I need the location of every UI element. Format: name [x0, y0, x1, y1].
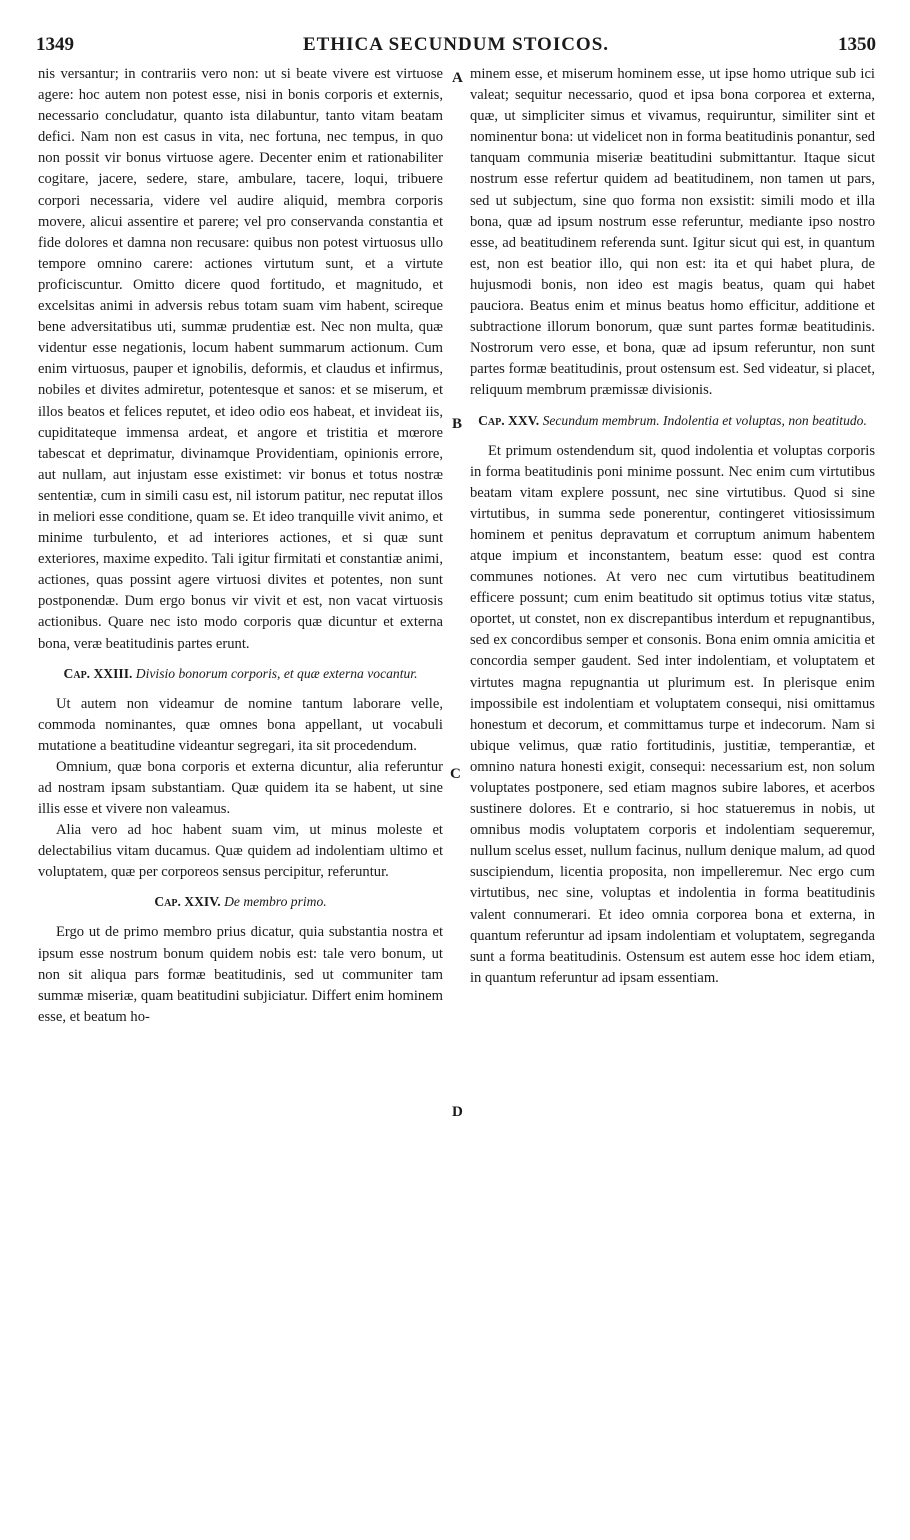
left-column	[38, 64, 443, 1028]
running-title: ETHICA SECUNDUM STOICOS.	[302, 34, 610, 55]
paragraph: Alia vero ad hoc habent suam vim, ut minus moleste et delectabilius vitam ducamus. Quæ quidem ad indolentiam ultimo et voluptatem, quæ per corporeos sensus percipitur, referuntur.	[38, 822, 443, 881]
chapter-label: Cap. XXIV.	[154, 894, 221, 910]
paragraph: minem esse, et miserum hominem esse, ut ipse homo utrique sub ici valeat; sequitur necessario, quod et ipsa bona corporea et externa, quæ, ut simpliciter simus et vivamus, requiruntur, similiter sint et nominentur bona: ut videlicet non in forma beatitudinis ponantur, sed tanquam communia miseriæ beatitudini submittantur. Itaque sicut nostrum esse refertur quidem ad beatitudinem, non tamen ut pars, sed ut subjectum, sine quo forma non exsistit: simili modo et illa bona, quæ ad ipsum nostrum esse referuntur, mediante ipso nostro esse, ad beatitudinem referenda sunt. Igitur sicut qui est, in quantum est, non est beatior illo, qui non est: ita et qui habet plura, de hujusmodi bonis, non ideo est magis beatus, quam qui habet pauciora. Beatus enim et minus beatus homo efficitur, additione et subtractione illorum bonorum, quæ sunt partes formæ beatitudinis. Nostrorum vero esse, et bona, quæ ad ipsum referuntur, non sunt partes formæ beatitudinis, prout ostensum est. Sed videatur, si placet, reliquum membrum præmissæ divisionis.	[470, 66, 875, 399]
right-column	[470, 64, 875, 989]
page-number-right: 1350	[837, 34, 876, 55]
paragraph: Omnium, quæ bona corporis et externa dicuntur, alia referuntur ad nostram ipsam substantiam. Quæ quidem ita se habent, ut sine illis esse et vivere non valeamus.	[38, 758, 443, 818]
margin-letter-d: D	[452, 1104, 463, 1120]
chapter-subtitle: Divisio bonorum corporis, et quæ externa vocantur.	[135, 665, 418, 681]
chapter-subtitle: De membro primo.	[224, 894, 327, 910]
chapter-heading	[38, 665, 443, 682]
chapter-label: Cap. XXV.	[478, 412, 540, 428]
chapter-label: Cap. XXIII.	[63, 665, 133, 681]
paragraph: nis versantur; in contrariis vero non: ut si beate vivere est virtuose agere: hoc autem non potest esse, nisi in bonis corporis et externis, necessario concludatur, quanto ista dilabuntur, tanto vitam beatam defici. Nam non est casus in vita, nec fortuna, nec tempus, in quo non possit vir bonus virtuose agere. Decenter enim et rationabiliter cogitare, jacere, sedere, stare, ambulare, tacere, loqui, tribuere corpori necessaria, videre vel audire aliquid, membra corporis movere, alicui assentire et parere; vel pro conservanda constantia et fide dolores et damna non recusare: quibus non potest virtuosus ullo tempore omnino carere: actiones virtutum sunt, et a virtute proficiscuntur. Omitto dicere quod fortitudo, et magnitudo, et excelsitas animi in adversis rebus totam suam vim habent, scireque bene adversitatibus uti, summæ prudentiæ est. Nec non multa, quæ videntur esse negationis, locum habent summarum actionum. Cum enim virtuosus, pauper et ignobilis, deformis, et claudus et infirmus, nobiles et divites admiretur, potentesque et sanos: et se miserum, et illos beatos et felices reputet, et ideo odio eos habeat, et invideat iis, cupiditateque immensa ardeat, et angore et tristitia et mœrore tabescat et deprimatur, divinamque Providentiam, opinionis errore, aut nullam, aut injustam esse existimet: vir bonus et totus nostræ sententiæ, cum in simili casu est, nil istorum patitur, nec reputat illos in meliori esse conditione, quam se. Et ideo tranquille vivit animo, et minime turbulento, et ad interiores actiones, et si quæ sunt exteriores, maxime expedito. Tali igitur firmitati et constantiæ animi, actiones, quas possint agere virtuosi divites et potentes, non sunt postponendæ. Dum ergo bonus vir vivit et est, non vacat virtuosis actionibus. Quare nec isto modo corporis quæ dicuntur et externa bona, veræ beatitudinis partes erunt.	[38, 66, 443, 652]
chapter-heading	[470, 412, 875, 429]
margin-letter-a: A	[452, 70, 463, 86]
chapter-heading	[38, 893, 443, 910]
chapter-subtitle: Secundum membrum. Indolentia et voluptas, non beatitudo.	[542, 412, 867, 428]
margin-letter-c: C	[450, 766, 461, 782]
paragraph: Ut autem non videamur de nomine tantum laborare velle, commoda nominantes, quæ omnes bona appellant, ut vocabuli mutatione a beatitudine videantur segregari, ita sit procedendum.	[38, 695, 443, 754]
paragraph: Et primum ostendendum sit, quod indolentia et voluptas corporis in forma beatitudinis poni minime possunt. Nec enim cum virtutibus beatam vitam explere possunt, nec sine virtutibus. Quod si sine virtutibus, in summa sede ponerentur, contingeret vitiosissimum hominem et penitus depravatum et corruptum animum habentem atque impium et inconstantem, beatum esse: quod est contra communes notiones. At vero nec cum virtutibus beatitudinem efficere possunt; cum enim beatitudo sit optimus totius vitæ status, oportet, ut constet, non ex discrepantibus interdum et repugnantibus, sed ex concordibus semper et consonis. Bona enim omnia amicitia et concordia semper gaudent. Sed inter indolentiam, et voluptatem et virtutes magna repugnantia ut plurimum est. In plerisque enim impossibile est indolentiam et voluptatem consequi, nisi omittamus honestum et decorum, et committamus turpe et indecorum. Nam si ubique velimus, quæ ratio fortitudinis, justitiæ, temperantiæ, et omnino natura honesti exigit, consequi: necessarium est, non solum voluptates postponere, sed etiam magnos subire labores, et acerbos sustinere dolores. Et e contrario, si hoc statueremus in nobis, ut omnibus modis voluptatem corporis et indolentiam sequeremur, nullum scelus esset, nullum facinus, nullum denique malum, ad quod suscipiendum, licentia proposita, non impelleremur. Nec ergo cum virtutibus, nec sine, voluptas et indolentia in forma beatitudinis valent connumerari. Et ideo omnia corporea bona et externa, in quantum referuntur ad ipsam indolentiam et voluptatem, segreganda sunt a forma beatitudinis. Ostensum est autem esse hoc idem etiam, in quantum referuntur ad ipsam essentiam.	[470, 442, 875, 986]
running-header	[36, 34, 876, 58]
paragraph: Ergo ut de primo membro prius dicatur, quia substantia nostra et ipsum esse nostrum bonum quidem nobis est: tale vero bonum, ut non sit aliqua pars formæ beatitudinis, sed ut communiter tam summæ miseriæ, quam beatitudini subjiciatur. Differt enim hominem esse, et beatum ho-	[38, 924, 443, 1025]
page-number-left: 1349	[36, 34, 74, 55]
margin-letter-b: B	[452, 416, 463, 432]
